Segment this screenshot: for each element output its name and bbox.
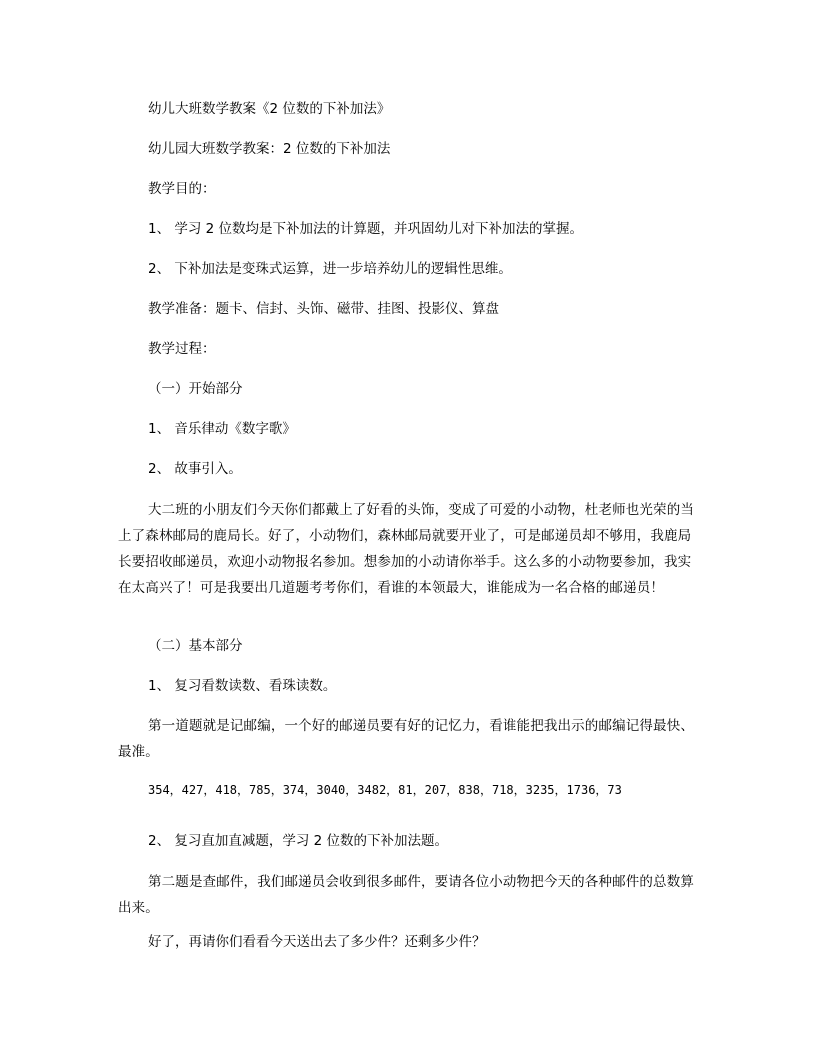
preparation-line: 教学准备：题卡、信封、头饰、磁带、挂图、投影仪、算盘 [148,301,499,317]
question-1-paragraph: 第一道题就是记邮编，一个好的邮递员要有好的记忆力，看谁能把我出示的邮编记得最快、最准。 [118,718,694,760]
goal-item-2: 2、 下补加法是变珠式运算，进一步培养幼儿的逻辑性思维。 [148,261,512,277]
question-3-line: 好了，再请你们看看今天送出去了多少件？还剩多少件？ [148,934,486,950]
part-2-item-1: 1、 复习看数读数、看珠读数。 [148,678,337,694]
postcode-number-list: 354，427，418，785，374，3040，3482，81，207，838，718，3235，1736，73 [148,783,622,797]
story-paragraph: 大二班的小朋友们今天你们都戴上了好看的头饰，变成了可爱的小动物，杜老师也光荣的当上了森林邮局的鹿局长。好了，小动物们，森林邮局就要开业了，可是邮递员却不够用，我鹿局长要招收邮递员，欢迎小动物报名参加。想参加的小动请你举手。这么多的小动物要参加，我实在太高兴了！可是我要出几道题考考你们，看谁的本领最大，谁能成为一名合格的邮递员！ [118,502,694,596]
part-2-item-2: 2、 复习直加直减题，学习 2 位数的下补加法题。 [148,833,449,849]
part-1-heading: （一）开始部分 [148,381,243,397]
document-subtitle: 幼儿园大班数学教案：2 位数的下补加法 [148,141,391,157]
question-2-paragraph: 第二题是查邮件，我们邮递员会收到很多邮件，要请各位小动物把今天的各种邮件的总数算出来。 [118,874,694,916]
part-2-heading: （二）基本部分 [148,638,243,654]
goals-heading: 教学目的： [148,181,216,197]
document-title: 幼儿大班数学教案《2 位数的下补加法》 [148,101,391,117]
process-heading: 教学过程： [148,341,216,357]
goal-item-1: 1、 学习 2 位数均是下补加法的计算题，并巩固幼儿对下补加法的掌握。 [148,221,584,237]
part-1-item-2: 2、 故事引入。 [148,461,242,477]
part-1-item-1: 1、 音乐律动《数字歌》 [148,421,296,437]
